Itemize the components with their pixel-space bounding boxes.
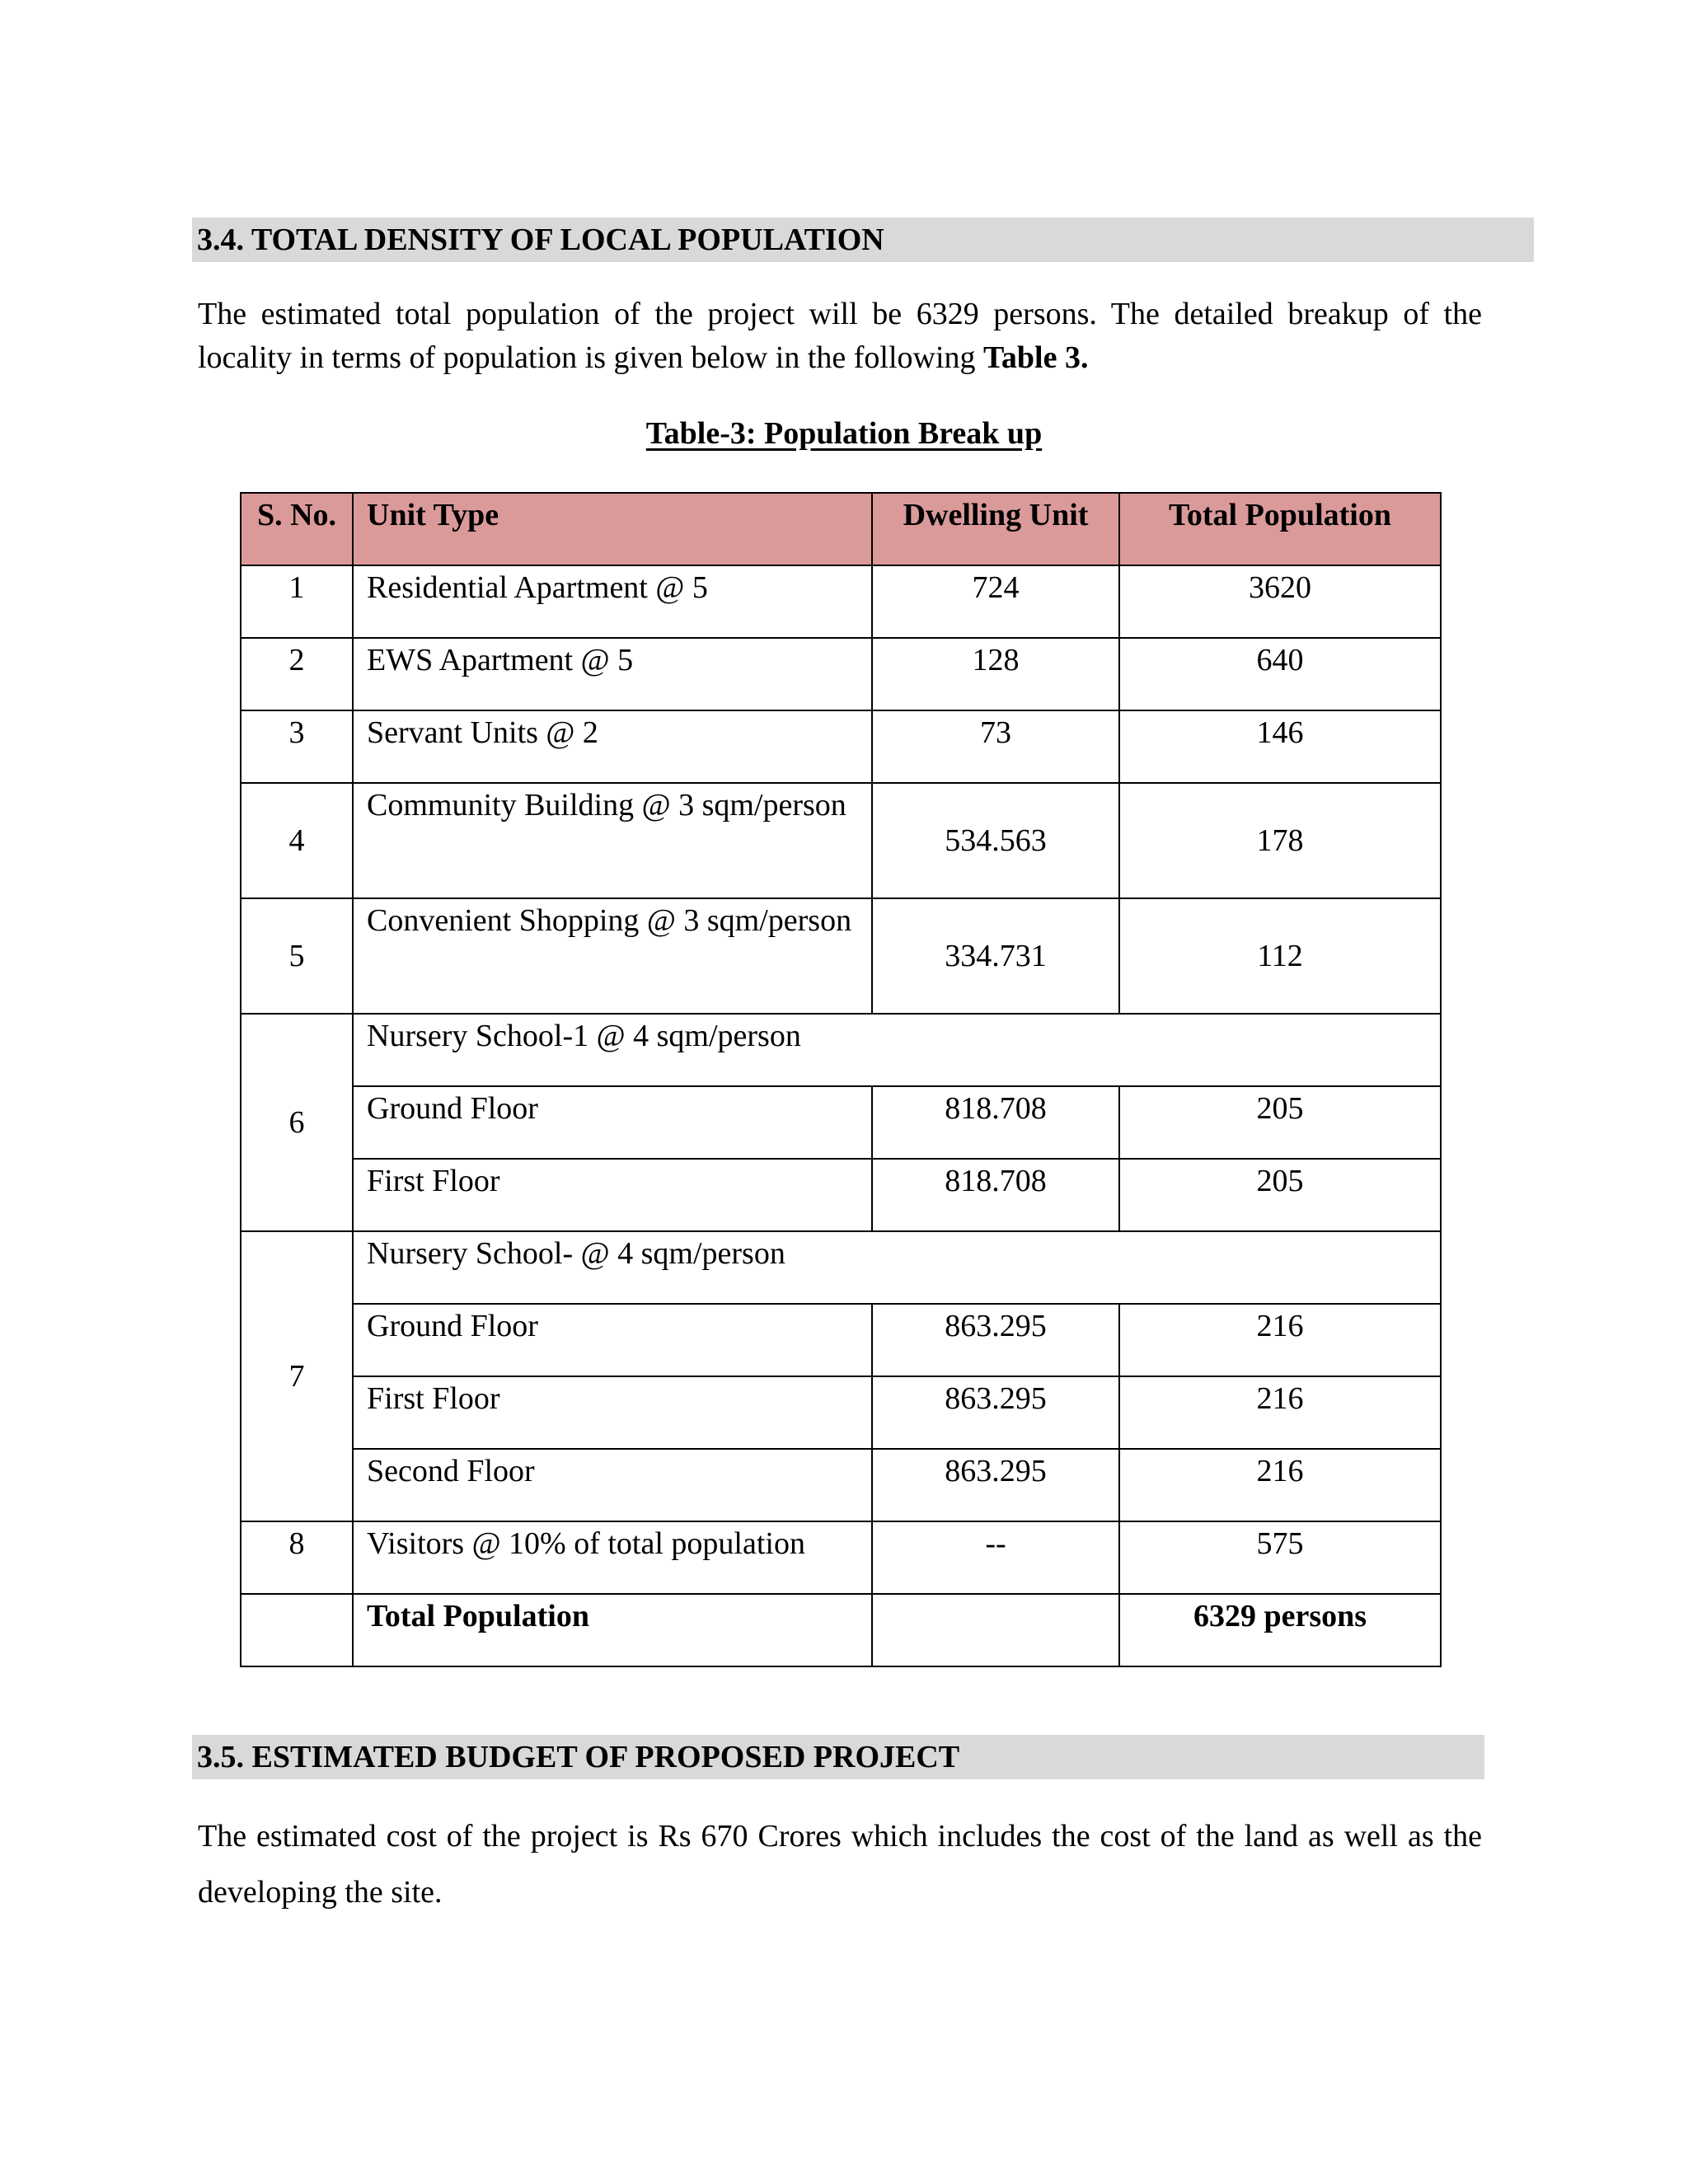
- cell-unit-type: Second Floor: [353, 1449, 872, 1521]
- cell-unit-type: Residential Apartment @ 5: [353, 565, 872, 638]
- cell-dwelling-unit: 534.563: [872, 783, 1119, 898]
- cell-total-population: 216: [1119, 1304, 1441, 1376]
- table-caption: [0, 412, 1688, 455]
- cell-dwelling-unit: 724: [872, 565, 1119, 638]
- table-row: [241, 1159, 1441, 1231]
- cell-total-population: 178: [1119, 783, 1441, 898]
- table-row-group-title: [241, 1231, 1441, 1304]
- cell-group-title: Nursery School- @ 4 sqm/person: [353, 1231, 1441, 1304]
- intro-text: The estimated total population of the project will be 6329 persons. The detailed breakup of the locality in terms of population is given below in the following: [198, 297, 1482, 375]
- cell-dwelling-unit: 334.731: [872, 898, 1119, 1014]
- cell-sno: 1: [241, 565, 353, 638]
- cell-dwelling-unit: 863.295: [872, 1449, 1119, 1521]
- cell-sno: 4: [241, 783, 353, 898]
- table-row: [241, 1086, 1441, 1159]
- section-heading-3-4: 3.4. TOTAL DENSITY OF LOCAL POPULATION: [192, 218, 1534, 262]
- cell-dwelling-unit: 863.295: [872, 1304, 1119, 1376]
- population-table: [240, 492, 1442, 1667]
- cell-dwelling-unit: 818.708: [872, 1159, 1119, 1231]
- cell-sno: 7: [241, 1231, 353, 1521]
- table-row: [241, 783, 1441, 898]
- table-row: [241, 898, 1441, 1014]
- cell-total-population: 575: [1119, 1521, 1441, 1594]
- table-caption-text: Table-3: Population Break up: [645, 416, 1043, 451]
- cell-dwelling-unit: --: [872, 1521, 1119, 1594]
- cell-dwelling-unit: 73: [872, 710, 1119, 783]
- table-header-row: [241, 493, 1441, 565]
- cell-unit-type: First Floor: [353, 1376, 872, 1449]
- cell-unit-type: Convenient Shopping @ 3 sqm/person: [353, 898, 872, 1014]
- cell-sno: 2: [241, 638, 353, 710]
- cell-total-population: 3620: [1119, 565, 1441, 638]
- table-row: [241, 710, 1441, 783]
- cell-total-population: 216: [1119, 1376, 1441, 1449]
- budget-paragraph: The estimated cost of the project is Rs 670 Crores which includes the cost of the land as well as the developing the site.: [198, 1819, 1482, 1910]
- table-reference: Table 3.: [983, 340, 1089, 375]
- header-sno: S. No.: [241, 493, 353, 565]
- cell-sno: 5: [241, 898, 353, 1014]
- cell-dwelling-unit: 863.295: [872, 1376, 1119, 1449]
- header-unit-type: Unit Type: [353, 493, 872, 565]
- cell-total-population: 216: [1119, 1449, 1441, 1521]
- cell-group-title: Nursery School-1 @ 4 sqm/person: [353, 1014, 1441, 1086]
- cell-dwelling-unit: 818.708: [872, 1086, 1119, 1159]
- cell-sno-empty: [241, 1594, 353, 1666]
- table-row: [241, 1449, 1441, 1521]
- cell-sno: 3: [241, 710, 353, 783]
- header-total-population: Total Population: [1119, 493, 1441, 565]
- cell-total-value: 6329 persons: [1119, 1594, 1441, 1666]
- cell-total-population: 205: [1119, 1159, 1441, 1231]
- cell-total-population: 205: [1119, 1086, 1441, 1159]
- header-dwelling-unit: Dwelling Unit: [872, 493, 1119, 565]
- cell-unit-type: Ground Floor: [353, 1086, 872, 1159]
- cell-unit-type: EWS Apartment @ 5: [353, 638, 872, 710]
- cell-unit-type: Community Building @ 3 sqm/person: [353, 783, 872, 898]
- cell-dwelling-unit: 128: [872, 638, 1119, 710]
- cell-total-population: 146: [1119, 710, 1441, 783]
- cell-total-population: 112: [1119, 898, 1441, 1014]
- section-heading-3-5: 3.5. ESTIMATED BUDGET OF PROPOSED PROJECT: [192, 1735, 1484, 1779]
- cell-total-label: Total Population: [353, 1594, 872, 1666]
- table-total-row: [241, 1594, 1441, 1666]
- cell-total-population: 640: [1119, 638, 1441, 710]
- table-row-group-title: [241, 1014, 1441, 1086]
- table-row: [241, 1521, 1441, 1594]
- table-row: [241, 1376, 1441, 1449]
- cell-sno: 6: [241, 1014, 353, 1231]
- cell-sno: 8: [241, 1521, 353, 1594]
- cell-unit-type: Visitors @ 10% of total population: [353, 1521, 872, 1594]
- cell-unit-type: Servant Units @ 2: [353, 710, 872, 783]
- intro-paragraph: [198, 293, 1482, 380]
- cell-dwelling-empty: [872, 1594, 1119, 1666]
- table-row: [241, 638, 1441, 710]
- table-row: [241, 565, 1441, 638]
- cell-unit-type: First Floor: [353, 1159, 872, 1231]
- table-row: [241, 1304, 1441, 1376]
- cell-unit-type: Ground Floor: [353, 1304, 872, 1376]
